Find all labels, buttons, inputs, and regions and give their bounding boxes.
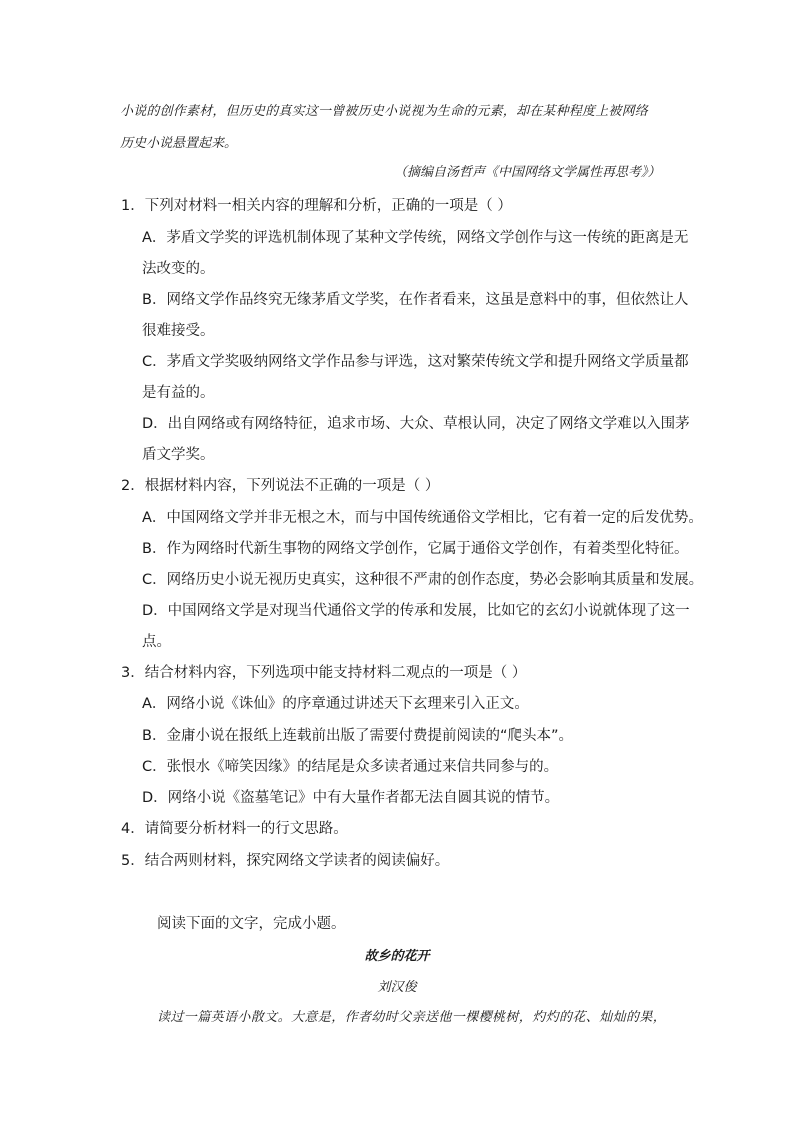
q3-option-a: A．网络小说《诛仙》的序章通过讲述天下玄理来引入正文。	[142, 696, 529, 712]
q2-option-c: C．网络历史小说无视历史真实，这种很不严肃的创作态度，势必会影响其质量和发展。	[142, 572, 704, 588]
q2-option-d-cont: 点。	[142, 634, 171, 650]
q1-option-a: A．茅盾文学奖的评选机制体现了某种文学传统，网络文学创作与这一传统的距离是无	[142, 230, 689, 246]
q2-option-d: D．中国网络文学是对现当代通俗文学的传承和发展，比如它的玄幻小说就体现了这一	[142, 603, 690, 619]
q1-option-a-cont: 法改变的。	[142, 261, 215, 277]
question-2-stem: 2．根据材料内容，下列说法不正确的一项是（ ）	[121, 478, 440, 494]
passage-text-line: 小说的创作素材，但历史的真实这一曾被历史小说视为生命的元素，却在某种程度上被网络	[120, 104, 649, 119]
q3-option-d: D．网络小说《盗墓笔记》中有大量作者都无法自圆其说的情节。	[142, 790, 560, 806]
section-instruction: 阅读下面的文字，完成小题。	[157, 916, 346, 932]
article-author: 刘汉俊	[377, 980, 417, 995]
question-5-stem: 5．结合两则材料，探究网络文学读者的阅读偏好。	[121, 853, 450, 869]
question-4-stem: 4．请简要分析材料一的行文思路。	[121, 821, 348, 837]
q2-option-a: A．中国网络文学并非无根之木，而与中国传统通俗文学相比，它有着一定的后发优势。	[142, 510, 703, 526]
q3-option-b: B．金庸小说在报纸上连载前出版了需要付费提前阅读的“爬头本”。	[142, 728, 573, 744]
q1-option-c: C．茅盾文学奖吸纳网络文学作品参与评选，这对繁荣传统文学和提升网络文学质量都	[142, 354, 689, 370]
q1-option-b-cont: 很难接受。	[142, 323, 215, 339]
question-1-stem: 1．下列对材料一相关内容的理解和分析，正确的一项是（ ）	[121, 198, 512, 214]
source-citation: （摘编自汤哲声《中国网络文学属性再思考》）	[394, 165, 661, 180]
question-3-stem: 3．结合材料内容，下列选项中能支持材料二观点的一项是（ ）	[121, 665, 527, 681]
article-first-line: 读过一篇英语小散文。大意是，作者幼时父亲送他一棵樱桃树，灼灼的花、灿灿的果，	[157, 1010, 667, 1025]
q2-option-b: B．作为网络时代新生事物的网络文学创作，它属于通俗文学创作，有着类型化特征。	[142, 541, 689, 557]
q1-option-d: D．出自网络或有网络特征，追求市场、大众、草根认同，决定了网络文学难以入围茅	[142, 416, 690, 432]
q3-option-c: C．张恨水《啼笑因缘》的结尾是众多读者通过来信共同参与的。	[142, 759, 559, 775]
q1-option-d-cont: 盾文学奖。	[142, 447, 215, 463]
passage-text-line: 历史小说悬置起来。	[120, 136, 238, 151]
q1-option-c-cont: 是有益的。	[142, 385, 215, 401]
q1-option-b: B．网络文学作品终究无缘茅盾文学奖，在作者看来，这虽是意料中的事，但依然让人	[142, 292, 689, 308]
article-title: 故乡的花开	[364, 949, 430, 964]
